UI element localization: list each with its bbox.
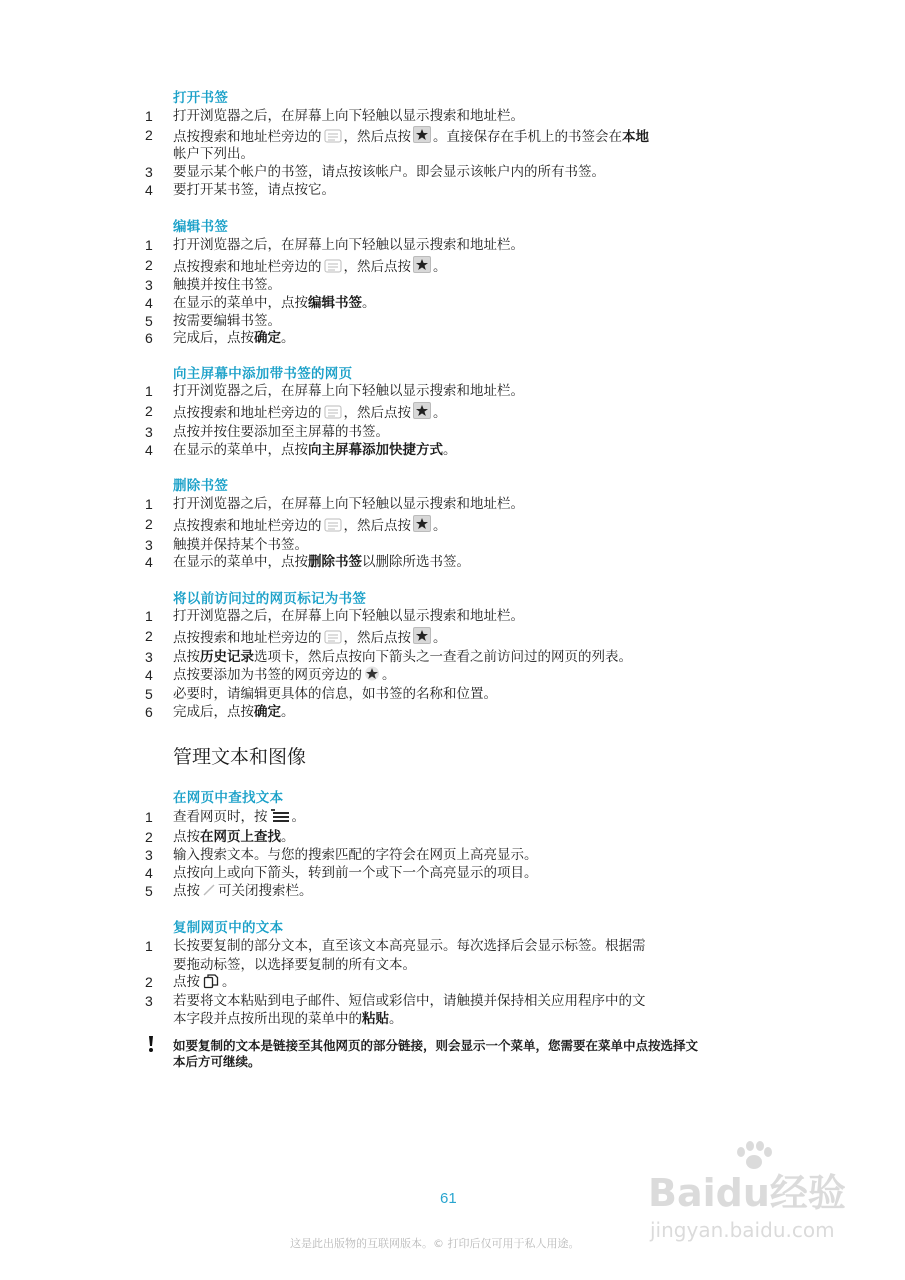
step-text-part: 。 xyxy=(382,667,396,683)
step-text: 要显示某个帐户的书签，请点按该帐户。即会显示该帐户内的所有书签。 xyxy=(173,164,605,180)
step-text xyxy=(173,441,457,459)
step-text xyxy=(173,828,295,846)
menu-lines-icon xyxy=(324,630,342,644)
section-title-manage-text-images: 管理文本和图像 xyxy=(173,746,307,768)
step-text xyxy=(173,553,470,571)
step-text-part: 完成后，点按 xyxy=(173,704,254,720)
note-text-bold: 选择文 xyxy=(660,1038,699,1053)
step-number: 4 xyxy=(145,865,153,881)
step-number: 5 xyxy=(145,686,153,702)
step-row xyxy=(0,126,905,144)
step-text-bold: 历史记录 xyxy=(200,649,254,665)
step-text xyxy=(173,882,313,900)
step-text-part: 点按搜索和地址栏旁边的 xyxy=(173,129,322,145)
step-number: 1 xyxy=(145,237,153,253)
step-text: 触摸并按住书签。 xyxy=(173,277,281,293)
step-row xyxy=(0,685,905,703)
step-number: 3 xyxy=(145,277,153,293)
step-text xyxy=(173,256,447,276)
step-row xyxy=(0,973,905,991)
step-text-part: 查看网页时，按 xyxy=(173,809,268,825)
step-number: 3 xyxy=(145,424,153,440)
step-number: 3 xyxy=(145,649,153,665)
step-text xyxy=(173,808,305,826)
step-number: 2 xyxy=(145,257,153,273)
step-text-bold: 在网页上查找 xyxy=(200,829,281,845)
close-slash-icon xyxy=(202,883,216,897)
step-row xyxy=(0,666,905,684)
step-text-part: ，然后点按 xyxy=(343,129,411,145)
step-row xyxy=(0,276,905,294)
step-number: 4 xyxy=(145,295,153,311)
step-text-part: 可关闭搜索栏。 xyxy=(218,883,313,899)
star-icon xyxy=(364,666,380,681)
step-text-bold: 编辑书签 xyxy=(308,295,362,311)
step-text xyxy=(173,329,295,347)
step-text xyxy=(173,627,447,647)
step-number: 1 xyxy=(145,938,153,954)
step-number: 3 xyxy=(145,847,153,863)
step-text-part: 点按 xyxy=(173,974,200,990)
step-row xyxy=(0,808,905,826)
step-row xyxy=(0,382,905,400)
step-text xyxy=(173,703,295,721)
heading-copy-text: 复制网页中的文本 xyxy=(173,920,284,936)
step-text: 触摸并保持某个书签。 xyxy=(173,537,308,553)
step-text-part: ，然后点按 xyxy=(343,630,411,646)
step-text-part: ，然后点按 xyxy=(343,405,411,421)
step-text: 输入搜索文本。与您的搜索匹配的字符会在网页上高亮显示。 xyxy=(173,847,538,863)
step-row xyxy=(0,703,905,721)
step-number: 4 xyxy=(145,667,153,683)
step-row xyxy=(0,441,905,459)
heading-find-text: 在网页中查找文本 xyxy=(173,790,284,806)
step-text-part: 点按 xyxy=(173,883,200,899)
step-text: 必要时，请编辑更具体的信息，如书签的名称和位置。 xyxy=(173,686,497,702)
step-text-bold: 本地 xyxy=(622,129,649,145)
step-text-part: 完成后，点按 xyxy=(173,330,254,346)
step-row xyxy=(0,294,905,312)
bookmark-star-icon xyxy=(413,256,431,273)
step-number: 2 xyxy=(145,628,153,644)
step-text xyxy=(173,973,236,991)
step-row xyxy=(0,107,905,125)
step-text xyxy=(173,402,447,422)
note-line xyxy=(173,1037,698,1054)
bookmark-star-icon xyxy=(413,515,431,532)
step-text-part: 以删除所选书签。 xyxy=(362,554,470,570)
step-number: 1 xyxy=(145,108,153,124)
bookmark-star-icon xyxy=(413,126,431,143)
bookmark-star-icon xyxy=(413,402,431,419)
step-row xyxy=(0,236,905,254)
step-text: 要打开某书签，请点按它。 xyxy=(173,182,335,198)
step-row xyxy=(0,536,905,554)
step-text-part: 点按 xyxy=(173,649,200,665)
step-row xyxy=(0,515,905,533)
step-number: 6 xyxy=(145,704,153,720)
footer-copyright: 这是此出版物的互联网版本。© 打印后仅可用于私人用途。 xyxy=(290,1237,580,1250)
warning-icon xyxy=(147,1035,155,1053)
step-row xyxy=(0,181,905,199)
step-text-part: 本字段并点按所出现的菜单中的 xyxy=(173,1011,362,1027)
step-text-part: 。 xyxy=(389,1011,403,1027)
step-continuation xyxy=(173,1010,403,1028)
menu-lines-icon xyxy=(324,405,342,419)
step-text-part: 。直接保存在手机上的书签会在 xyxy=(433,129,622,145)
menu-lines-icon xyxy=(324,259,342,273)
step-number: 3 xyxy=(145,164,153,180)
step-text-part: 在显示的菜单中，点按 xyxy=(173,442,308,458)
step-row xyxy=(0,553,905,571)
step-text-part: 。 xyxy=(281,829,295,845)
step-text-part: 点按 xyxy=(173,829,200,845)
step-row xyxy=(0,163,905,181)
step-text: 点按并按住要添加至主屏幕的书签。 xyxy=(173,424,389,440)
step-text-part: 。 xyxy=(281,704,295,720)
step-row xyxy=(0,312,905,330)
step-text-part: 点按搜索和地址栏旁边的 xyxy=(173,630,322,646)
page-number: 61 xyxy=(440,1190,457,1207)
step-row xyxy=(0,828,905,846)
step-row xyxy=(0,937,905,955)
heading-delete-bookmark: 删除书签 xyxy=(173,478,229,494)
step-text-part: 。 xyxy=(433,630,447,646)
step-text-bold: 粘贴 xyxy=(362,1011,389,1027)
heading-edit-bookmark: 编辑书签 xyxy=(173,219,229,235)
step-row xyxy=(0,992,905,1010)
step-number: 3 xyxy=(145,537,153,553)
menu-lines-icon xyxy=(324,518,342,532)
step-row xyxy=(0,882,905,900)
step-row xyxy=(0,423,905,441)
step-row xyxy=(0,607,905,625)
step-text-bold: 向主屏幕添加快捷方式 xyxy=(308,442,443,458)
step-number: 1 xyxy=(145,809,153,825)
step-text-part: 。 xyxy=(222,974,236,990)
watermark-url: jingyan.baidu.com xyxy=(650,1218,835,1242)
step-text xyxy=(173,648,632,666)
step-text-part: ，然后点按 xyxy=(343,518,411,534)
bookmark-star-icon xyxy=(413,627,431,644)
step-row xyxy=(0,846,905,864)
watermark-brand: Baidu经验 xyxy=(648,1171,846,1215)
step-text-part: 。 xyxy=(433,518,447,534)
note-text: 如要复制的文本是链接至其他网页的部分链接，则会显示一个菜单，您需要在菜单中点按 xyxy=(173,1038,661,1053)
step-row xyxy=(0,495,905,513)
step-text: 若要将文本粘贴到电子邮件、短信或彩信中，请触摸并保持相关应用程序中的文 xyxy=(173,993,646,1009)
step-row xyxy=(0,627,905,645)
step-text-part: 点按要添加为书签的网页旁边的 xyxy=(173,667,362,683)
step-text-bold: 确定 xyxy=(254,704,281,720)
menu-lines-icon xyxy=(324,129,342,143)
step-text-part: 。 xyxy=(433,259,447,275)
step-number: 2 xyxy=(145,403,153,419)
step-text: 打开浏览器之后，在屏幕上向下轻触以显示搜索和地址栏。 xyxy=(173,496,524,512)
note-text-bold: 本 xyxy=(173,1054,186,1069)
step-row xyxy=(0,329,905,347)
baidu-watermark xyxy=(638,1140,858,1250)
step-number: 2 xyxy=(145,974,153,990)
step-number: 1 xyxy=(145,383,153,399)
step-number: 5 xyxy=(145,313,153,329)
step-text-part: 。 xyxy=(443,442,457,458)
step-text-part: 点按搜索和地址栏旁边的 xyxy=(173,518,322,534)
step-text: 打开浏览器之后，在屏幕上向下轻触以显示搜索和地址栏。 xyxy=(173,383,524,399)
step-number: 5 xyxy=(145,883,153,899)
step-text xyxy=(173,666,396,684)
step-text-part: 在显示的菜单中，点按 xyxy=(173,554,308,570)
step-number: 1 xyxy=(145,608,153,624)
overflow-menu-icon xyxy=(270,808,290,824)
step-row xyxy=(0,648,905,666)
step-text: 按需要编辑书签。 xyxy=(173,313,281,329)
step-text-part: 。 xyxy=(281,330,295,346)
step-text-part: 点按搜索和地址栏旁边的 xyxy=(173,259,322,275)
step-number: 1 xyxy=(145,496,153,512)
step-number: 2 xyxy=(145,127,153,143)
copy-icon xyxy=(203,973,219,989)
step-text-part: 。 xyxy=(433,405,447,421)
step-text-part: 点按搜索和地址栏旁边的 xyxy=(173,405,322,421)
step-text-part: 选项卡，然后点按向下箭头之一查看之前访问过的网页的列表。 xyxy=(254,649,632,665)
heading-add-to-home: 向主屏幕中添加带书签的网页 xyxy=(173,366,353,382)
step-text xyxy=(173,294,376,312)
step-text-part: 。 xyxy=(362,295,376,311)
step-text-part: 在显示的菜单中，点按 xyxy=(173,295,308,311)
step-text: 打开浏览器之后，在屏幕上向下轻触以显示搜索和地址栏。 xyxy=(173,237,524,253)
step-text: 点按向上或向下箭头，转到前一个或下一个高亮显示的项目。 xyxy=(173,865,538,881)
step-row xyxy=(0,256,905,274)
step-text-part: 。 xyxy=(291,809,305,825)
step-text: 打开浏览器之后，在屏幕上向下轻触以显示搜索和地址栏。 xyxy=(173,108,524,124)
heading-open-bookmark: 打开书签 xyxy=(173,90,229,106)
step-number: 2 xyxy=(145,516,153,532)
step-number: 2 xyxy=(145,829,153,845)
step-continuation: 要拖动标签，以选择要复制的所有文本。 xyxy=(173,957,416,973)
step-text-bold: 删除书签 xyxy=(308,554,362,570)
step-text xyxy=(173,126,649,146)
step-text: 长按要复制的部分文本，直至该文本高亮显示。每次选择后会显示标签。根据需 xyxy=(173,938,646,954)
step-text-bold: 确定 xyxy=(254,330,281,346)
step-row xyxy=(0,864,905,882)
note-line xyxy=(173,1053,261,1070)
step-text: 打开浏览器之后，在屏幕上向下轻触以显示搜索和地址栏。 xyxy=(173,608,524,624)
note-text: 后方可继续。 xyxy=(185,1054,261,1069)
step-continuation: 帐户下列出。 xyxy=(173,146,254,162)
step-number: 4 xyxy=(145,182,153,198)
heading-bookmark-history: 将以前访问过的网页标记为书签 xyxy=(173,591,367,607)
step-row xyxy=(0,402,905,420)
step-number: 3 xyxy=(145,993,153,1009)
step-number: 4 xyxy=(145,442,153,458)
step-number: 4 xyxy=(145,554,153,570)
step-number: 6 xyxy=(145,330,153,346)
step-text-part: ，然后点按 xyxy=(343,259,411,275)
step-text xyxy=(173,515,447,535)
